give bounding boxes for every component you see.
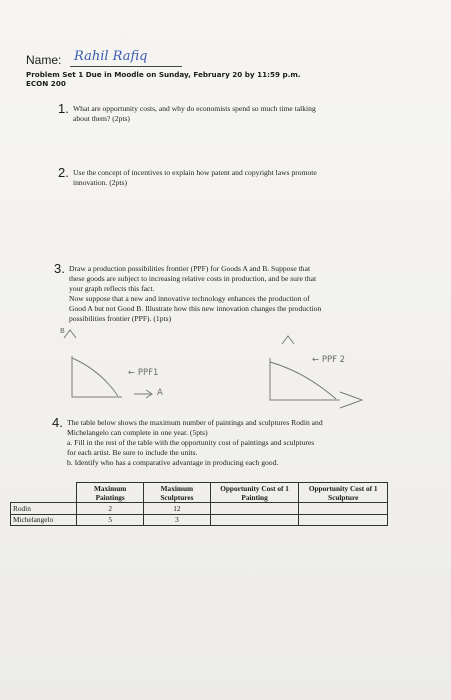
question-3-line-5: Good A but not Good B. Illustrate how this new innovation changes the production (69, 304, 322, 313)
question-3-line-3: your graph reflects this fact. (69, 284, 155, 293)
question-3-line-2: these goods are subject to increasing relative costs in production, and be sure that (69, 274, 317, 283)
handwritten-b-label: B (60, 327, 65, 335)
question-4-line-4: for each artist. Be sure to include the units. (67, 448, 198, 457)
question-4-number: 4. (52, 415, 63, 430)
oc-painting-value (210, 503, 299, 515)
handwritten-name: Rahil Rafiq (74, 49, 148, 64)
ppf1-curve (72, 358, 118, 396)
question-3-line-4: Now suppose that a new and innovative technology enhances the production of (69, 294, 310, 303)
ppf2-shift-arrow (340, 392, 362, 408)
table-row (11, 514, 388, 526)
table-row (11, 503, 388, 515)
ppf1-label: ← PPF1 (128, 368, 159, 378)
question-3-number: 3. (54, 261, 65, 276)
question-2-line-1: Use the concept of incentives to explain how patent and copyright laws promote (73, 168, 317, 177)
ppf2-curve (270, 362, 336, 399)
table-header-row (11, 483, 388, 503)
question-4-line-1: The table below shows the maximum number of paintings and sculptures Rodin and (67, 418, 323, 427)
question-2-number: 2. (58, 165, 69, 180)
question-3-line-6: possibilities frontier (PPF). (1pts) (69, 314, 172, 323)
header-max-sculptures: Maximum Sculptures (144, 483, 211, 503)
oc-painting-value (210, 514, 299, 526)
course-code: ECON 200 (26, 79, 66, 88)
sculptures-value: 3 (144, 514, 211, 526)
name-label: Name: (26, 53, 62, 67)
question-1-line-2: about them? (2pts) (73, 114, 130, 123)
artist-name: Michelangelo (11, 514, 77, 526)
paintings-value: 2 (77, 503, 144, 515)
sculptures-value: 12 (144, 503, 211, 515)
problem-set-heading: Problem Set 1 Due in Moodle on Sunday, February 20 by 11:59 p.m. (26, 70, 301, 79)
table-corner-cell (11, 483, 77, 503)
header-oc-painting: Opportunity Cost of 1 Painting (210, 483, 299, 503)
question-2-line-2: innovation. (2pts) (73, 178, 127, 187)
oc-sculpture-value (299, 514, 388, 526)
header-max-paintings: Maximum Paintings (77, 483, 144, 503)
artist-production-table (10, 482, 388, 526)
oc-sculpture-value (299, 503, 388, 515)
question-4-line-5: b. Identify who has a comparative advantage in producing each good. (67, 458, 279, 467)
question-4 (52, 415, 447, 468)
question-4-line-2: Michelangelo can complete in one year. (5pts) (67, 428, 208, 437)
paintings-value: 5 (77, 514, 144, 526)
question-3-line-1: Draw a production possibilities frontier (PPF) for Goods A and B. Suppose that (69, 264, 311, 273)
handwritten-a-label: A (157, 388, 163, 398)
question-1-line-1: What are opportunity costs, and why do economists spend so much time talking (73, 104, 316, 113)
left-axis-arrow (64, 330, 76, 338)
question-4-line-3: a. Fill in the rest of the table with the opportunity cost of paintings and sculptures (67, 438, 315, 447)
header-oc-sculpture: Opportunity Cost of 1 Sculpture (299, 483, 388, 503)
question-1-number: 1. (58, 101, 69, 116)
ppf2-label: ← PPF 2 (312, 355, 346, 365)
right-axis-arrow (282, 336, 294, 344)
artist-name: Rodin (11, 503, 77, 515)
